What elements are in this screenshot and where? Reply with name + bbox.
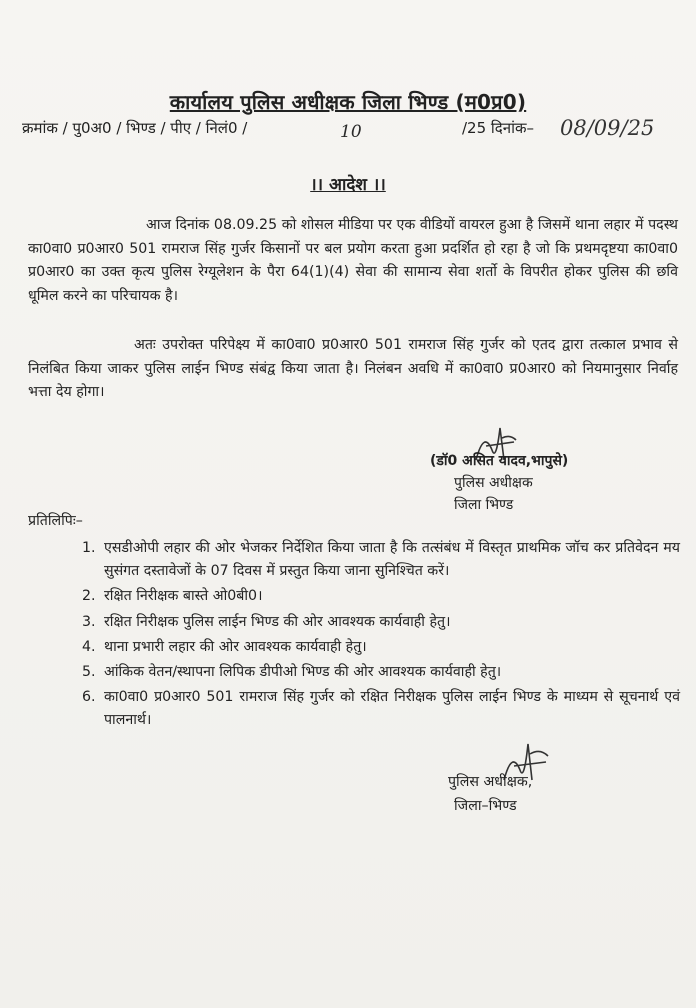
list-item — [82, 611, 680, 634]
list-item — [82, 585, 680, 608]
list-item-text: रक्षित निरीक्षक पुलिस लाईन भिण्ड की ओर आवश्यक कार्यवाही हेतु। — [104, 613, 451, 630]
list-item-number: 2. — [82, 588, 96, 605]
order-heading-text: ।। आदेश ।। — [310, 175, 386, 195]
list-item-number: 3. — [82, 613, 96, 630]
signatory-designation-2: पुलिस अधीक्षक, — [448, 774, 533, 790]
list-item-text: का0वा0 प्र0आर0 501 रामराज सिंह गुर्जर को रक्षित निरीक्षक पुलिस लाईन भिण्ड के माध्यम से सूचनार्थ एवं पालनार्थ। — [104, 689, 680, 729]
date-handwritten: 08/09/25 — [560, 116, 655, 140]
list-item-number: 1. — [82, 540, 96, 556]
signatory-district: जिला भिण्ड — [454, 497, 514, 513]
list-item — [82, 661, 680, 684]
signatory-name: (डॉ0 असित यादव,भापुसे) — [430, 453, 569, 469]
list-item — [82, 537, 680, 583]
signatory-designation: पुलिस अधीक्षक — [454, 475, 533, 491]
list-item-text: आंकिक वेतन/स्थापना लिपिक डीपीओ भिण्ड की ओर आवश्यक कार्यवाही हेतु। — [104, 664, 502, 681]
reference-number-handwritten: 10 — [340, 122, 362, 142]
order-heading — [0, 172, 696, 195]
list-item — [82, 636, 680, 659]
signatory-district-2: जिला–भिण्ड — [454, 798, 517, 814]
list-item-number: 6. — [82, 689, 96, 706]
body-paragraph-2: अतः उपरोक्त परिपेक्ष्य में का0वा0 प्र0आर0 501 रामराज सिंह गुर्जर को एतद द्वारा तत्काल प्रभाव से निलंबित किया जाकर पुलिस लाईन भिण्ड संबंद्व किया जाता है। निलंबन अवधि में का0वा0 प्र0आर0 को नियमानुसार निर्वाह भत्ता देय होगा। — [28, 337, 678, 401]
list-item-text: एसडीओपी लहार की ओर भेजकर निर्देशित किया जाता है कि तत्संबंध में विस्तृत प्राथमिक जॉच कर प्रतिवेदन मय सुसंगत दस्तावेजों के 07 दिवस में प्रस्तुत किया जाना सुनिश्चित करें। — [104, 540, 680, 580]
list-item-number: 4. — [82, 638, 96, 655]
list-item-text: थाना प्रभारी लहार की ओर आवश्यक कार्यवाही हेतु। — [104, 638, 367, 655]
list-item-text: रक्षित निरीक्षक बास्ते ओ0बी0। — [104, 588, 263, 605]
reference-prefix: क्रमांक / पु0अ0 / भिण्ड / पीए / निलं0 / — [22, 119, 248, 137]
signature-block-1 — [430, 450, 660, 516]
signature-block-2 — [448, 770, 648, 818]
office-title: कार्यालय पुलिस अधीक्षक जिला भिण्ड (म0प्र0) — [169, 90, 527, 114]
list-item — [82, 686, 680, 732]
body-paragraph-1: आज दिनांक 08.09.25 को शोसल मीडिया पर एक वीडियों वायरल हुआ है जिसमें थाना लहार में पदस्थ का0वा0 प्र0आर0 501 रामराज सिंह गुर्जर किसानों पर बल प्रयोग करता हुआ प्रदर्शित हो रहा है जो कि प्रथमदृष्टया का0वा0 प्र0आर0 का उक्त कृत्य पुलिस रेग्यूलेशन के पैरा 64(1)(4) सेवा की सामान्य सेवा शर्तो के विपरीत होकर पुलिस की छवि धूमिल करने का परिचायक है। — [28, 217, 678, 304]
reference-date-label: /25 दिनांक– — [462, 119, 534, 137]
reference-line — [22, 118, 682, 148]
copy-to-heading: प्रतिलिपिः– — [28, 513, 83, 529]
copy-to-list — [82, 537, 680, 735]
list-item-number: 5. — [82, 664, 96, 681]
